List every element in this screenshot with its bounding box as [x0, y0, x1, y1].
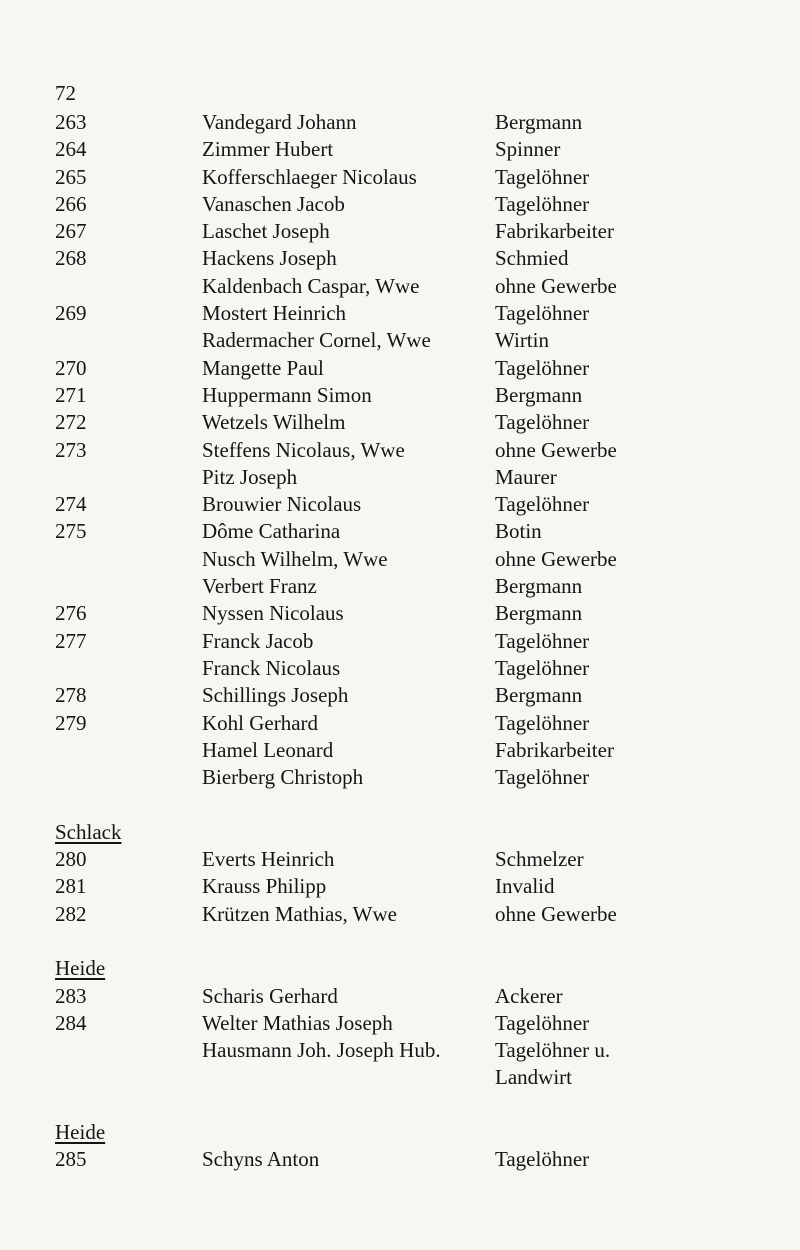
register-row	[55, 273, 755, 300]
occupation: Maurer	[495, 464, 557, 489]
house-number: 266	[55, 191, 87, 216]
occupation: Tagelöhner	[495, 301, 590, 326]
resident-name: Brouwier Nicolaus	[202, 492, 362, 517]
house-number: 279	[55, 710, 87, 735]
register-row	[55, 437, 755, 464]
resident-name: Nusch Wilhelm, Wwe	[202, 546, 388, 571]
register-row	[55, 546, 755, 573]
occupation: Botin	[495, 519, 542, 544]
register-row	[55, 382, 755, 409]
register-row	[55, 737, 755, 764]
house-number: 277	[55, 628, 87, 653]
resident-name: Hausmann Joh. Joseph Hub.	[202, 1038, 441, 1063]
resident-register	[55, 109, 755, 1174]
resident-name: Pitz Joseph	[202, 464, 298, 489]
resident-name: Dôme Catharina	[202, 519, 341, 544]
resident-name: Krauss Philipp	[202, 874, 327, 899]
register-row	[55, 600, 755, 627]
register-row	[55, 191, 755, 218]
house-number: 264	[55, 137, 87, 162]
resident-name: Scharis Gerhard	[202, 983, 338, 1008]
occupation: Schmelzer	[495, 847, 584, 872]
resident-name: Hamel Leonard	[202, 737, 334, 762]
resident-name: Mangette Paul	[202, 355, 324, 380]
register-row	[55, 1037, 755, 1064]
resident-name: Radermacher Cornel, Wwe	[202, 328, 431, 353]
occupation: Tagelöhner	[495, 191, 590, 216]
occupation: Bergmann	[495, 683, 583, 708]
resident-name: Zimmer Hubert	[202, 137, 334, 162]
resident-name: Kofferschlaeger Nicolaus	[202, 164, 417, 189]
section-heading	[55, 1119, 755, 1146]
register-row	[55, 409, 755, 436]
house-number: 265	[55, 164, 87, 189]
occupation: Tagelöhner	[495, 765, 590, 790]
register-row	[55, 491, 755, 518]
occupation: Bergmann	[495, 601, 583, 626]
resident-name: Kohl Gerhard	[202, 710, 319, 735]
register-row	[55, 764, 755, 791]
resident-name: Mostert Heinrich	[202, 301, 347, 326]
resident-name: Kaldenbach Caspar, Wwe	[202, 273, 420, 298]
register-row	[55, 655, 755, 682]
house-number: 267	[55, 219, 87, 244]
register-row	[55, 1010, 755, 1037]
occupation: Bergmann	[495, 110, 583, 134]
register-row	[55, 1146, 755, 1173]
occupation: Bergmann	[495, 382, 583, 407]
occupation: Ackerer	[495, 983, 563, 1008]
resident-name: Vandegard Johann	[202, 110, 357, 134]
resident-name: Schillings Joseph	[202, 683, 349, 708]
register-row	[55, 164, 755, 191]
section-heading-text: Heide	[55, 1119, 106, 1144]
section-heading-text: Schlack	[55, 819, 122, 844]
register-row	[55, 901, 755, 928]
house-number: 283	[55, 983, 87, 1008]
occupation: ohne Gewerbe	[495, 273, 617, 298]
house-number: 276	[55, 601, 87, 626]
resident-name: Bierberg Christoph	[202, 765, 364, 790]
house-number: 278	[55, 683, 87, 708]
register-row	[55, 355, 755, 382]
resident-name: Everts Heinrich	[202, 847, 335, 872]
house-number: 270	[55, 355, 87, 380]
register-row	[55, 873, 755, 900]
house-number: 263	[55, 110, 87, 134]
page-number: 72	[55, 81, 76, 105]
occupation: ohne Gewerbe	[495, 546, 617, 571]
section-heading	[55, 955, 755, 982]
house-number: 273	[55, 437, 87, 462]
occupation: Tagelöhner	[495, 628, 590, 653]
house-number: 274	[55, 492, 87, 517]
occupation: Bergmann	[495, 574, 583, 599]
register-row	[55, 710, 755, 737]
house-number: 269	[55, 301, 87, 326]
resident-name: Welter Mathias Joseph	[202, 1010, 393, 1035]
occupation: Tagelöhner u.	[495, 1038, 611, 1063]
register-row	[55, 300, 755, 327]
occupation: Spinner	[495, 137, 561, 162]
register-row	[55, 136, 755, 163]
register-row	[55, 518, 755, 545]
occupation: Tagelöhner	[495, 655, 590, 680]
house-number: 280	[55, 847, 87, 872]
house-number: 282	[55, 901, 87, 926]
register-row	[55, 573, 755, 600]
register-row	[55, 464, 755, 491]
resident-name: Franck Jacob	[202, 628, 314, 653]
occupation: Invalid	[495, 874, 555, 899]
resident-name: Laschet Joseph	[202, 219, 330, 244]
register-row	[55, 983, 755, 1010]
section-heading	[55, 819, 755, 846]
register-row	[55, 1064, 755, 1091]
house-number: 271	[55, 382, 87, 407]
occupation: Tagelöhner	[495, 355, 590, 380]
occupation: Tagelöhner	[495, 164, 590, 189]
resident-name: Vanaschen Jacob	[202, 191, 345, 216]
house-number: 268	[55, 246, 87, 271]
resident-name: Krützen Mathias, Wwe	[202, 901, 397, 926]
occupation: Schmied	[495, 246, 569, 271]
occupation: Fabrikarbeiter	[495, 737, 614, 762]
resident-name: Verbert Franz	[202, 574, 317, 599]
resident-name: Wetzels Wilhelm	[202, 410, 346, 435]
house-number: 275	[55, 519, 87, 544]
section-heading-text: Heide	[55, 956, 106, 981]
register-row	[55, 628, 755, 655]
house-number: 284	[55, 1010, 87, 1035]
section-spacer	[55, 928, 755, 955]
house-number: 281	[55, 874, 87, 899]
resident-name: Steffens Nicolaus, Wwe	[202, 437, 405, 462]
register-row	[55, 109, 755, 136]
occupation: Tagelöhner	[495, 1147, 590, 1172]
register-row	[55, 846, 755, 873]
occupation: ohne Gewerbe	[495, 901, 617, 926]
resident-name: Franck Nicolaus	[202, 655, 341, 680]
occupation: Wirtin	[495, 328, 549, 353]
section-spacer	[55, 791, 755, 818]
resident-name: Nyssen Nicolaus	[202, 601, 344, 626]
house-number: 272	[55, 410, 87, 435]
register-row	[55, 245, 755, 272]
resident-name: Hackens Joseph	[202, 246, 337, 271]
occupation: Fabrikarbeiter	[495, 219, 614, 244]
occupation: Landwirt	[495, 1065, 572, 1090]
occupation: Tagelöhner	[495, 1010, 590, 1035]
register-row	[55, 327, 755, 354]
occupation: Tagelöhner	[495, 410, 590, 435]
register-row	[55, 218, 755, 245]
occupation: ohne Gewerbe	[495, 437, 617, 462]
section-spacer	[55, 1092, 755, 1119]
house-number: 285	[55, 1147, 87, 1172]
resident-name: Schyns Anton	[202, 1147, 320, 1172]
resident-name: Huppermann Simon	[202, 382, 372, 407]
register-row	[55, 682, 755, 709]
occupation: Tagelöhner	[495, 710, 590, 735]
occupation: Tagelöhner	[495, 492, 590, 517]
